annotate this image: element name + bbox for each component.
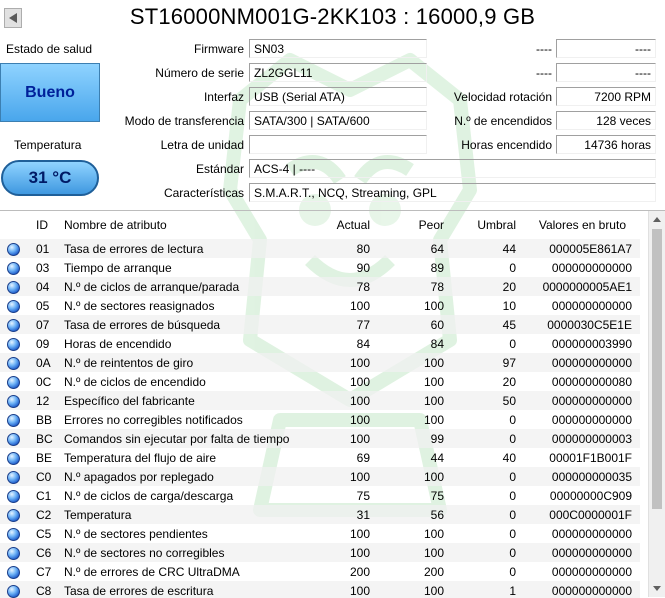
attribute-name: N.º de sectores reasignados bbox=[64, 298, 215, 313]
status-cell bbox=[0, 391, 28, 410]
attribute-worst: 100 bbox=[423, 298, 444, 313]
status-cell bbox=[0, 277, 28, 296]
attribute-name: Tiempo de arranque bbox=[64, 260, 172, 275]
attribute-raw-value: 000000000035 bbox=[516, 467, 640, 486]
attribute-raw-value: 00001F1B001F bbox=[549, 450, 632, 465]
status-dot-icon bbox=[7, 452, 20, 465]
attribute-id: 09 bbox=[36, 336, 50, 351]
attribute-current: 100 bbox=[312, 429, 370, 448]
attribute-raw-value: 00000000C909 bbox=[549, 488, 632, 503]
transfer-mode-label: Modo de transferencia bbox=[124, 114, 244, 128]
attribute-threshold: 50 bbox=[444, 391, 516, 410]
attribute-worst: 78 bbox=[370, 277, 444, 296]
temperature-badge[interactable]: 31 °C bbox=[1, 160, 99, 196]
attribute-current: 100 bbox=[312, 353, 370, 372]
attribute-worst: 60 bbox=[370, 315, 444, 334]
attribute-current: 200 bbox=[349, 564, 370, 579]
status-cell bbox=[0, 562, 28, 581]
status-dot-icon bbox=[7, 566, 20, 579]
attribute-name: N.º de sectores no corregibles bbox=[64, 543, 312, 562]
power-count-value: 128 veces bbox=[556, 111, 656, 130]
status-cell bbox=[0, 448, 28, 467]
header-worst[interactable]: Peor bbox=[418, 218, 444, 232]
temperature-label: Temperatura bbox=[14, 138, 82, 152]
status-cell bbox=[0, 524, 28, 543]
attribute-worst: 100 bbox=[370, 581, 444, 598]
header-threshold[interactable]: Umbral bbox=[477, 218, 516, 232]
attribute-current: 84 bbox=[356, 336, 370, 351]
attribute-current: 100 bbox=[349, 298, 370, 313]
standard-value: ACS-4 | ---- bbox=[249, 159, 656, 178]
header-attribute-name[interactable]: Nombre de atributo bbox=[64, 218, 167, 232]
attribute-name: N.º de errores de CRC UltraDMA bbox=[64, 564, 240, 579]
attribute-raw-value: 000000003990 bbox=[551, 336, 632, 351]
status-cell bbox=[0, 353, 28, 372]
serial-value: ZL2GGL11 bbox=[249, 63, 427, 82]
table-row[interactable] bbox=[0, 372, 640, 391]
table-row[interactable] bbox=[0, 467, 640, 486]
transfer-mode-value: SATA/300 | SATA/600 bbox=[249, 111, 427, 130]
attribute-worst: 100 bbox=[423, 526, 444, 541]
status-dot-icon bbox=[7, 471, 20, 484]
attribute-current: 69 bbox=[356, 450, 370, 465]
table-row[interactable] bbox=[0, 429, 640, 448]
attribute-worst: 44 bbox=[430, 450, 444, 465]
attribute-current: 31 bbox=[312, 505, 370, 524]
attribute-threshold: 0 bbox=[444, 429, 516, 448]
attribute-worst: 75 bbox=[430, 488, 444, 503]
attribute-current: 77 bbox=[312, 315, 370, 334]
table-scrollbar[interactable] bbox=[648, 211, 665, 597]
attribute-threshold: 44 bbox=[444, 239, 516, 258]
disk-title: ST16000NM001G-2KK103 : 16000,9 GB bbox=[129, 4, 536, 29]
table-row[interactable] bbox=[0, 524, 640, 543]
status-dot-icon bbox=[7, 262, 20, 275]
attribute-id: 05 bbox=[36, 298, 50, 313]
attribute-id: C2 bbox=[28, 505, 64, 524]
status-dot-icon bbox=[7, 376, 20, 389]
status-cell bbox=[0, 543, 28, 562]
attribute-id: 04 bbox=[28, 277, 64, 296]
right-row1-label: ---- bbox=[536, 42, 552, 56]
table-row[interactable] bbox=[0, 391, 640, 410]
attribute-id: 07 bbox=[28, 315, 64, 334]
attribute-raw-value: 0000000005AE1 bbox=[516, 277, 640, 296]
status-dot-icon bbox=[7, 585, 20, 598]
firmware-label: Firmware bbox=[194, 42, 244, 56]
scrollbar-thumb[interactable] bbox=[652, 229, 662, 509]
attribute-id: 0A bbox=[28, 353, 64, 372]
attribute-threshold: 1 bbox=[444, 581, 516, 598]
status-cell bbox=[0, 334, 28, 353]
attribute-threshold: 0 bbox=[509, 260, 516, 275]
attribute-worst: 100 bbox=[370, 467, 444, 486]
attribute-id: C1 bbox=[36, 488, 52, 503]
attribute-worst: 56 bbox=[370, 505, 444, 524]
attribute-raw-value: 000000000000 bbox=[516, 353, 640, 372]
status-dot-icon bbox=[7, 300, 20, 313]
table-row[interactable] bbox=[0, 505, 640, 524]
attribute-id: 01 bbox=[28, 239, 64, 258]
scroll-up-button[interactable] bbox=[649, 211, 665, 228]
table-row[interactable] bbox=[0, 277, 640, 296]
attribute-raw-value: 000000000003 bbox=[516, 429, 640, 448]
table-row[interactable] bbox=[0, 448, 640, 467]
attribute-threshold: 20 bbox=[502, 374, 516, 389]
attribute-threshold: 20 bbox=[444, 277, 516, 296]
attribute-threshold: 0 bbox=[509, 336, 516, 351]
attribute-raw-value: 000000000000 bbox=[516, 391, 640, 410]
health-status-badge[interactable]: Bueno bbox=[0, 63, 100, 122]
serial-label: Número de serie bbox=[155, 66, 244, 80]
status-cell bbox=[0, 296, 28, 315]
attribute-name: N.º de ciclos de encendido bbox=[64, 374, 206, 389]
attribute-name: N.º de sectores pendientes bbox=[64, 526, 208, 541]
right-row2-value: ---- bbox=[556, 63, 656, 82]
status-dot-icon bbox=[7, 528, 20, 541]
status-dot-icon bbox=[7, 281, 20, 294]
attribute-raw-value: 0000030C5E1E bbox=[516, 315, 640, 334]
attribute-worst: 64 bbox=[370, 239, 444, 258]
right-row1-value: ---- bbox=[556, 39, 656, 58]
attribute-current: 100 bbox=[312, 391, 370, 410]
status-dot-icon bbox=[7, 395, 20, 408]
attribute-id: C6 bbox=[28, 543, 64, 562]
attribute-raw-value: 000005E861A7 bbox=[516, 239, 640, 258]
table-header-row bbox=[0, 211, 640, 239]
drive-letter-label: Letra de unidad bbox=[160, 138, 244, 152]
drive-letter-value bbox=[249, 135, 427, 154]
status-dot-icon bbox=[7, 338, 20, 351]
status-cell bbox=[0, 429, 28, 448]
attribute-name: N.º de ciclos de arranque/parada bbox=[64, 277, 312, 296]
header-icon-column bbox=[0, 211, 28, 239]
features-value: S.M.A.R.T., NCQ, Streaming, GPL bbox=[249, 183, 656, 202]
attribute-id: C5 bbox=[36, 526, 52, 541]
status-cell bbox=[0, 581, 28, 598]
attribute-name: N.º de reintentos de giro bbox=[64, 353, 312, 372]
power-count-label: N.º de encendidos bbox=[454, 114, 552, 128]
attribute-raw-value: 000000000000 bbox=[551, 412, 632, 427]
power-hours-label: Horas encendido bbox=[461, 138, 552, 152]
attribute-raw-value: 000000000000 bbox=[551, 526, 632, 541]
attribute-current: 100 bbox=[312, 467, 370, 486]
attribute-worst: 84 bbox=[430, 336, 444, 351]
attribute-threshold: 97 bbox=[444, 353, 516, 372]
header-current[interactable]: Actual bbox=[336, 218, 370, 232]
attribute-current: 100 bbox=[312, 581, 370, 598]
attribute-id: BE bbox=[36, 450, 53, 465]
attribute-threshold: 0 bbox=[509, 488, 516, 503]
status-cell bbox=[0, 239, 28, 258]
attribute-current: 75 bbox=[356, 488, 370, 503]
status-cell bbox=[0, 372, 28, 391]
attribute-raw-value: 000C0000001F bbox=[516, 505, 640, 524]
table-row[interactable] bbox=[0, 315, 640, 334]
smart-attributes-table[interactable] bbox=[0, 210, 665, 598]
status-dot-icon bbox=[7, 547, 20, 560]
attribute-current: 100 bbox=[349, 412, 370, 427]
attribute-name: Comandos sin ejecutar por falta de tiempo bbox=[64, 429, 312, 448]
scroll-up-arrow-icon bbox=[653, 217, 661, 222]
attribute-name: Tasa de errores de escritura bbox=[64, 581, 312, 598]
attribute-worst: 100 bbox=[370, 391, 444, 410]
attribute-current: 78 bbox=[312, 277, 370, 296]
attribute-current: 90 bbox=[356, 260, 370, 275]
scroll-down-button[interactable] bbox=[649, 580, 665, 597]
standard-label: Estándar bbox=[195, 162, 244, 176]
attribute-raw-value: 000000000000 bbox=[551, 298, 632, 313]
attribute-worst: 89 bbox=[430, 260, 444, 275]
status-dot-icon bbox=[7, 414, 20, 427]
attribute-current: 80 bbox=[312, 239, 370, 258]
attribute-name: N.º apagados por replegado bbox=[64, 467, 312, 486]
power-hours-value: 14736 horas bbox=[556, 135, 656, 154]
attribute-worst: 100 bbox=[370, 543, 444, 562]
status-dot-icon bbox=[7, 243, 20, 256]
attribute-threshold: 0 bbox=[509, 564, 516, 579]
rotation-speed-value: 7200 RPM bbox=[556, 87, 656, 106]
interface-value: USB (Serial ATA) bbox=[249, 87, 427, 106]
attribute-id: 03 bbox=[36, 260, 50, 275]
header-raw-values[interactable]: Valores en bruto bbox=[538, 218, 626, 232]
status-dot-icon bbox=[7, 433, 20, 446]
attribute-worst: 100 bbox=[423, 374, 444, 389]
attribute-raw-value: 000000000000 bbox=[551, 260, 632, 275]
attribute-id: C0 bbox=[28, 467, 64, 486]
status-dot-icon bbox=[7, 357, 20, 370]
table-row[interactable] bbox=[0, 353, 640, 372]
attribute-threshold: 10 bbox=[502, 298, 516, 313]
attribute-raw-value: 000000000080 bbox=[551, 374, 632, 389]
scroll-down-arrow-icon bbox=[653, 586, 661, 591]
attribute-id: 12 bbox=[28, 391, 64, 410]
attribute-name: Temperatura del flujo de aire bbox=[64, 450, 217, 465]
status-cell bbox=[0, 315, 28, 334]
status-dot-icon bbox=[7, 319, 20, 332]
attribute-worst: 100 bbox=[423, 412, 444, 427]
attribute-raw-value: 000000000000 bbox=[551, 564, 632, 579]
status-dot-icon bbox=[7, 509, 20, 522]
attribute-id: 0C bbox=[36, 374, 52, 389]
attribute-id: C7 bbox=[36, 564, 52, 579]
attribute-threshold: 0 bbox=[444, 543, 516, 562]
attribute-threshold: 40 bbox=[502, 450, 516, 465]
status-cell bbox=[0, 486, 28, 505]
attribute-threshold: 0 bbox=[509, 526, 516, 541]
attribute-name: Errores no corregibles notificados bbox=[64, 412, 243, 427]
attribute-threshold: 0 bbox=[444, 467, 516, 486]
rotation-speed-label: Velocidad rotación bbox=[453, 90, 552, 104]
attribute-id: BB bbox=[36, 412, 53, 427]
attribute-raw-value: 000000000000 bbox=[516, 581, 640, 598]
attribute-worst: 100 bbox=[370, 353, 444, 372]
interface-label: Interfaz bbox=[203, 90, 244, 104]
attribute-worst: 200 bbox=[423, 564, 444, 579]
attribute-current: 100 bbox=[349, 374, 370, 389]
table-row[interactable] bbox=[0, 410, 640, 429]
health-label: Estado de salud bbox=[6, 42, 93, 56]
status-cell bbox=[0, 258, 28, 277]
attribute-current: 100 bbox=[312, 543, 370, 562]
table-row[interactable] bbox=[0, 581, 640, 598]
attribute-name: Horas de encendido bbox=[64, 336, 172, 351]
header-id[interactable]: ID bbox=[36, 218, 48, 232]
table-row[interactable] bbox=[0, 543, 640, 562]
attribute-raw-value: 000000000000 bbox=[516, 543, 640, 562]
table-row[interactable] bbox=[0, 239, 640, 258]
attribute-name: Tasa de errores de búsqueda bbox=[64, 315, 312, 334]
firmware-value: SN03 bbox=[249, 39, 427, 58]
attribute-threshold: 0 bbox=[509, 412, 516, 427]
table-row[interactable] bbox=[0, 296, 640, 315]
status-cell bbox=[0, 410, 28, 429]
attribute-name: N.º de ciclos de carga/descarga bbox=[64, 488, 234, 503]
attribute-id: BC bbox=[28, 429, 64, 448]
attribute-threshold: 45 bbox=[444, 315, 516, 334]
right-row2-label: ---- bbox=[536, 66, 552, 80]
attribute-name: Tasa de errores de lectura bbox=[64, 239, 312, 258]
features-label: Características bbox=[163, 186, 244, 200]
attribute-id: C8 bbox=[28, 581, 64, 598]
attribute-worst: 99 bbox=[370, 429, 444, 448]
attribute-name: Específico del fabricante bbox=[64, 391, 312, 410]
status-cell bbox=[0, 505, 28, 524]
table-row[interactable] bbox=[0, 562, 640, 581]
attribute-current: 100 bbox=[349, 526, 370, 541]
table-row[interactable] bbox=[0, 334, 640, 353]
table-row[interactable] bbox=[0, 258, 640, 277]
table-row[interactable] bbox=[0, 486, 640, 505]
attribute-threshold: 0 bbox=[444, 505, 516, 524]
status-dot-icon bbox=[7, 490, 20, 503]
status-cell bbox=[0, 467, 28, 486]
attribute-name: Temperatura bbox=[64, 505, 312, 524]
